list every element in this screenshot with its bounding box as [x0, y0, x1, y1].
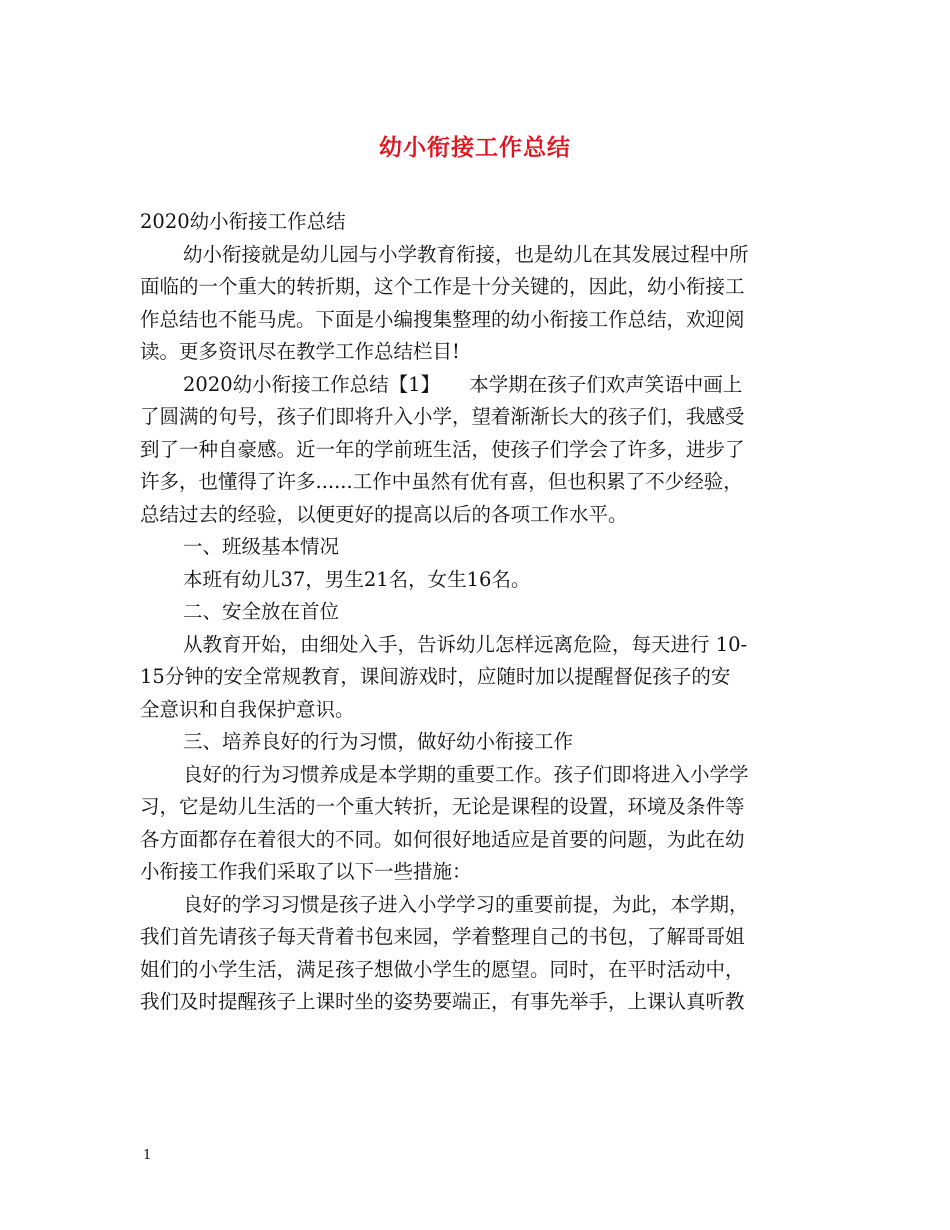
text-line: 全意识和自我保护意识。 [140, 697, 355, 721]
text-line: 到了一种自豪感。近一年的学前班生活，使孩子们学会了许多，进步了 [140, 437, 745, 461]
text-line: 姐们的小学生活，满足孩子想做小学生的愿望。同时，在平时活动中， [140, 957, 745, 981]
text-line: 良好的学习习惯是孩子进入小学学习的重要前提，为此，本学期， [183, 892, 749, 916]
text-line: 从教育开始，由细处入手，告诉幼儿怎样远离危险，每天进行 10- [183, 632, 748, 656]
text-line: 二、安全放在首位 [183, 600, 340, 623]
text-line: 三、培养良好的行为习惯，做好幼小衔接工作 [183, 730, 574, 753]
text-line: 本班有幼儿37，男生21名，女生16名。 [183, 567, 531, 591]
text-line: 了圆满的句号，孩子们即将升入小学，望着渐渐长大的孩子们，我感受 [140, 405, 745, 428]
text-line: 2020幼小衔接工作总结【1】 本学期在孩子们欢声笑语中画上 [183, 372, 743, 396]
text-line: 习，它是幼儿生活的一个重大转折，无论是课程的设置，环境及条件等 [140, 795, 745, 818]
text-line: 各方面都存在着很大的不同。如何很好地适应是首要的问题，为此在幼 [140, 827, 745, 851]
text-line: 作总结也不能马虎。下面是小编搜集整理的幼小衔接工作总结，欢迎阅 [140, 307, 745, 331]
text-line: 许多，也懂得了许多......工作中虽然有优有喜，但也积累了不少经验， [140, 470, 743, 493]
text-line: 我们及时提醒孩子上课时坐的姿势要端正，有事先举手，上课认真听教 [140, 990, 745, 1013]
text-line: 总结过去的经验，以便更好的提高以后的各项工作水平。 [140, 502, 628, 526]
text-line: 一、班级基本情况 [183, 535, 340, 558]
text-line: 15分钟的安全常规教育，课间游戏时，应随时加以提醒督促孩子的安 [140, 665, 731, 688]
document-title: 幼小衔接工作总结 [379, 134, 571, 161]
document-body [140, 206, 824, 1019]
text-line: 读。更多资讯尽在教学工作总结栏目! [140, 340, 460, 363]
page-number: 1 [143, 1148, 152, 1163]
text-line: 2020幼小衔接工作总结 [140, 210, 346, 233]
text-line: 良好的行为习惯养成是本学期的重要工作。孩子们即将进入小学学 [183, 762, 749, 786]
text-line: 面临的一个重大的转折期，这个工作是十分关键的，因此，幼小衔接工 [140, 275, 745, 298]
text-line: 小衔接工作我们采取了以下一些措施： [140, 860, 472, 883]
text-line: 我们首先请孩子每天背着书包来园，学着整理自己的书包，了解哥哥姐 [140, 925, 745, 948]
text-line: 幼小衔接就是幼儿园与小学教育衔接，也是幼儿在其发展过程中所 [183, 242, 749, 266]
